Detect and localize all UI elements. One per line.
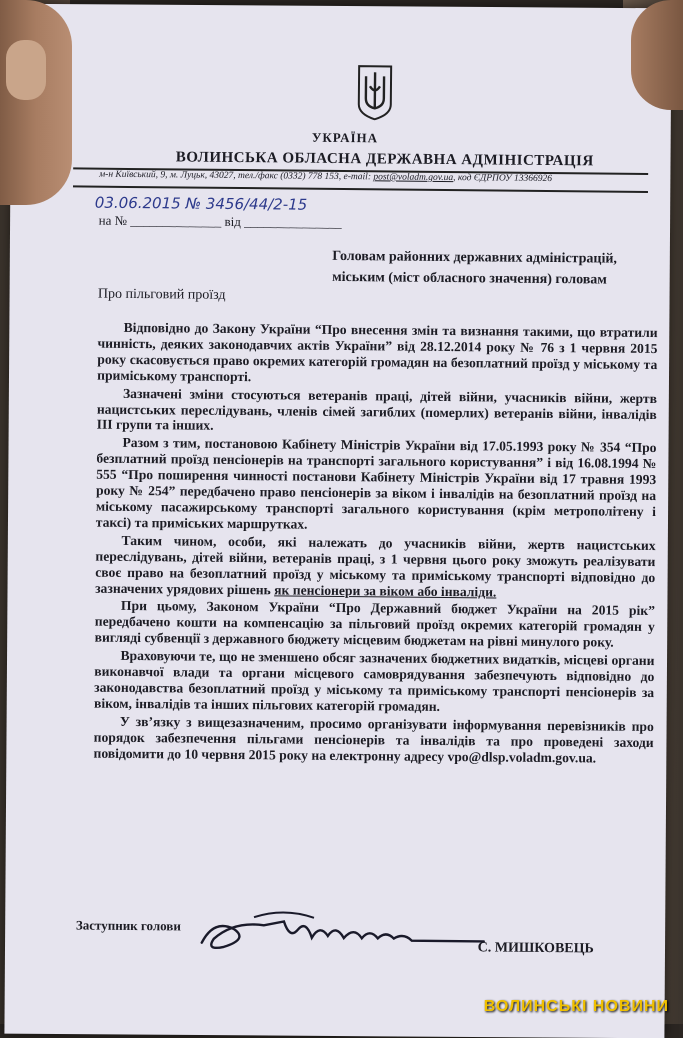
paragraph: Відповідно до Закону України “Про внесення змін та визнання такими, що втратили чинність, деяких законодавчих актів України” від 28.12.2014 року № 76 з 1 червня 2015 року скасовується право окремих категорій громадян на безоплатний проїзд у міському та приміському транспорті. xyxy=(97,319,658,384)
underlined-phrase: як пенсіонери за віком або інваліди. xyxy=(274,581,497,600)
paragraph: При цьому, Законом України “Про Державний бюджет України на 2015 рік” передбачено кошти на компенсацію за пільговий проїзд окремих категорій громадян у вигляді субвенції з державного бюджету місцевим бюджетам на рівні минулого року. xyxy=(94,598,656,650)
email-link: post@voladm.gov.ua xyxy=(373,172,454,184)
letter-body xyxy=(93,320,657,769)
handwritten-signature xyxy=(194,899,495,962)
reference-from-label: від xyxy=(224,213,242,230)
paragraph xyxy=(95,532,656,601)
organization-heading: ВОЛИНСЬКА ОБЛАСНА ДЕРЖАВНА АДМІНІСТРАЦІЯ xyxy=(175,149,594,170)
subject-line: Про пільговий проїзд xyxy=(97,286,226,303)
address-text: м-н Київський, 9, м. Луцьк, 43027, тел./факс (0332) 778 153, e-mail: xyxy=(99,169,374,183)
reference-line: на № ______________ від _______________ xyxy=(98,212,342,231)
country-heading: УКРАЇНА xyxy=(311,129,379,146)
paragraph: Враховуючи те, що не зменшено обсяг зазначених бюджетних видатків, місцеві органи виконавчої влади та органи місцевого самоврядування забезпечують відповідно до законодавства безоплатний проїзд у міському та приміському транспорті пенсіонерів за віком, інвалідів та інших пільгових категорій громадян. xyxy=(93,648,655,714)
thumb-left xyxy=(0,0,72,205)
registration-number: 03.06.2015 № 3456/44/2-15 xyxy=(94,193,308,214)
paragraph-text: Таким чином, особи, які належать до учасників війни, жертв нацистських переслідувань, дітей війни, ветеранів праці, з 1 червня цього року зможуть реалізувати своє право на безоплатний проїзд у міському та приміському транспорті відповідно до зазначених урядових рішень xyxy=(95,532,656,597)
paragraph: У зв’язку з вищезазначеним, просимо організувати інформування перевізників про порядок забезпечення пільгами пенсіонерів та інвалідів та про проведені заходи повідомити до 10 червня 2015 року на електронну адресу vpo@dlsp.voladm.gov.ua. xyxy=(93,713,654,766)
trident-emblem-icon xyxy=(356,64,395,120)
paragraph: Зазначені зміни стосуються ветеранів праці, дітей війни, учасників війни, жертв нацистських переслідувань, членів сімей загиблих (померлих) ветеранів війни, інвалідів ІІІ групи та інших. xyxy=(96,385,658,434)
reference-no-label: на № xyxy=(98,212,128,228)
edrpou-code: , код ЄДРПОУ 13366926 xyxy=(453,173,553,185)
signatory-name: С. МИШКОВЕЦЬ xyxy=(477,940,594,957)
watermark-logo: ВОЛИНСЬКІ НОВИНИ xyxy=(483,998,669,1015)
paragraph: Разом з тим, постановою Кабінету Міністрів України від 17.05.1993 року № 354 “Про безплатний проїзд пенсіонерів на транспорті загального користування” і від 16.08.1994 № 555 “Про поширення чинності постанови Кабінету Міністрів України від 17 травня 1993 року № 254” передбачено право пенсіонерів за віком і інвалідів на безоплатний проїзд на міському пасажирському транспорті загального користування (крім метрополітену і таксі) та приміських маршрутках. xyxy=(95,435,657,532)
addressee-block: Головам районних державних адміністрацій, міським (міст обласного значення) головам xyxy=(332,248,618,288)
thumb-right xyxy=(631,0,683,110)
signatory-title: Заступник голови xyxy=(75,917,181,934)
header-rule-bottom xyxy=(73,185,648,192)
